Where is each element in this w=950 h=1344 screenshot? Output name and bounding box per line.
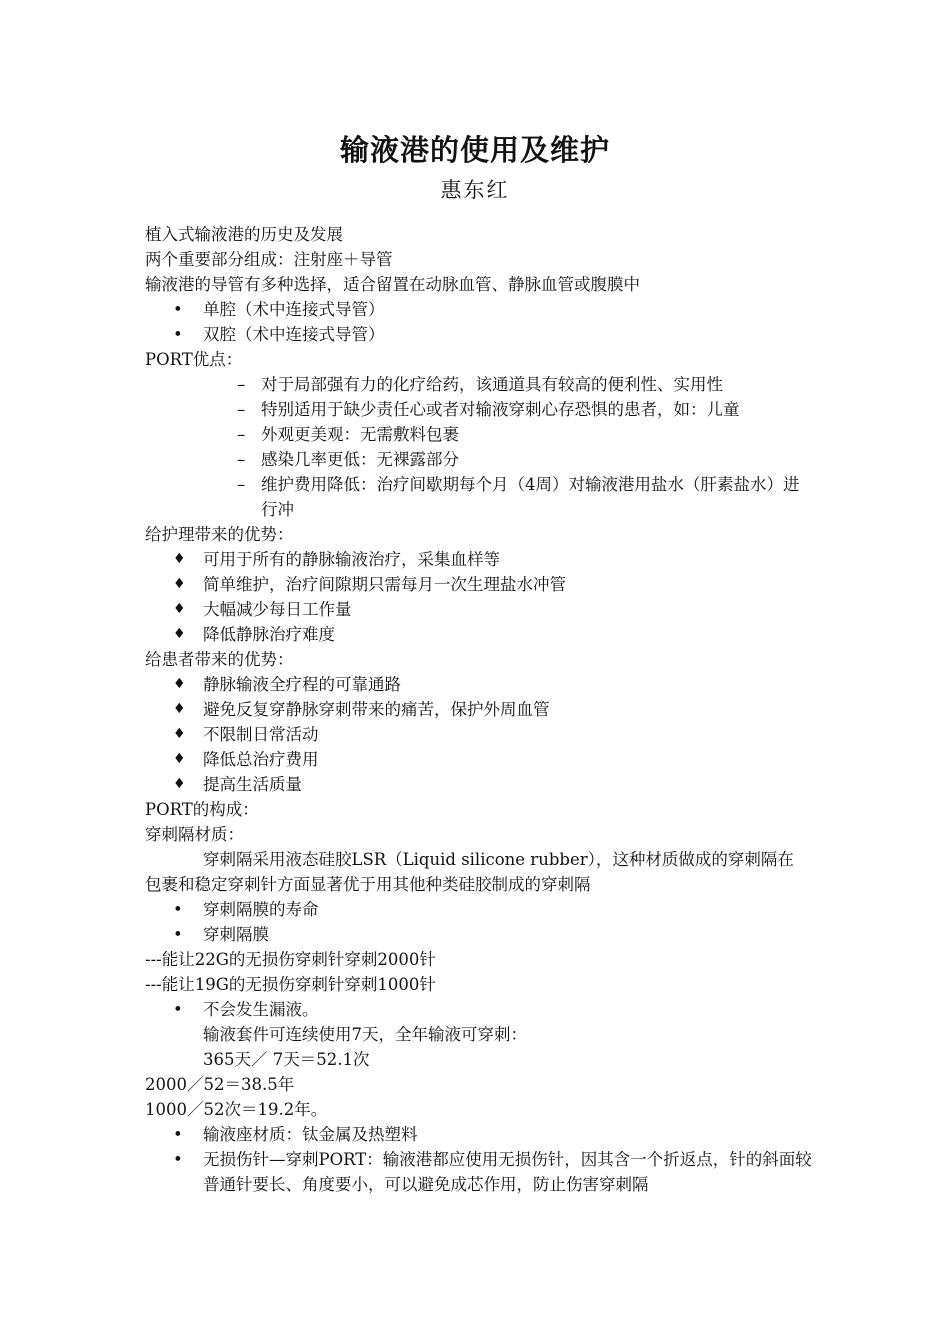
diamond-marker: ♦ [173,726,186,742]
text-line: 365天／ 7天＝52.1次 [203,1050,370,1069]
bullet-text: 穿刺隔膜的寿命 [203,900,319,919]
section-heading: 穿刺隔材质： [145,825,244,844]
diamond-item [173,547,815,572]
diamond-item [173,572,815,597]
diamond-text: 降低总治疗费用 [203,750,319,769]
diamond-text: 可用于所有的静脉输液治疗，采集血样等 [203,550,500,569]
dash-marker: – [237,375,246,394]
dash-item [237,472,815,522]
bullet-item [173,922,815,947]
section-heading: 给患者带来的优势： [145,650,294,669]
dash-item [237,397,815,422]
section-heading: 给护理带来的优势： [145,525,294,544]
bullet-marker: • [173,300,183,319]
text-line: 输液套件可连续使用7天，全年输液可穿刺： [203,1025,527,1044]
diamond-item [173,672,815,697]
diamond-text: 降低静脉治疗难度 [203,625,335,644]
diamond-text: 避免反复穿静脉穿刺带来的痛苦，保护外周血管 [203,700,550,719]
text-line: 包裹和稳定穿刺针方面显著优于用其他种类硅胶制成的穿刺隔 [145,875,591,894]
dash-item [237,447,815,472]
bullet-item [173,897,815,922]
text-line: 植入式输液港的历史及发展 [145,225,343,244]
dash-text: 感染几率更低：无裸露部分 [261,450,459,469]
diamond-marker: ♦ [173,576,186,592]
document-body [145,222,815,1197]
diamond-marker: ♦ [173,601,186,617]
text-line: 输液港的导管有多种选择，适合留置在动脉血管、静脉血管或腹膜中 [145,275,640,294]
diamond-marker: ♦ [173,676,186,692]
bullet-text: 双腔（术中连接式导管） [203,325,385,344]
diamond-text: 简单维护，治疗间隙期只需每月一次生理盐水冲管 [203,575,566,594]
bullet-marker: • [173,325,183,344]
diamond-text: 静脉输液全疗程的可靠通路 [203,675,401,694]
diamond-text: 大幅减少每日工作量 [203,600,352,619]
diamond-item [173,622,815,647]
dash-text: 特别适用于缺少责任心或者对输液穿刺心存恐惧的患者，如：儿童 [261,400,740,419]
diamond-text: 不限制日常活动 [203,725,319,744]
document-author: 惠东红 [440,178,510,202]
diamond-text: 提高生活质量 [203,775,302,794]
section-heading: PORT优点： [145,350,243,369]
text-line: 两个重要部分组成：注射座＋导管 [145,250,393,269]
text-paragraph: 穿刺隔采用液态硅胶LSR（Liquid silicone rubber），这种材质做成的穿刺隔在 [203,850,794,869]
bullet-text: 单腔（术中连接式导管） [203,300,385,319]
dash-item [237,372,815,397]
bullet-item [173,297,815,322]
dash-marker: – [237,475,246,494]
section-heading: PORT的构成： [145,800,259,819]
dash-text: 对于局部强有力的化疗给药，该通道具有较高的便利性、实用性 [261,375,723,394]
dash-marker: – [237,400,246,419]
document-title: 输液港的使用及维护 [339,133,610,167]
dash-text: 外观更美观：无需敷料包裹 [261,425,459,444]
bullet-marker: • [173,900,183,919]
diamond-marker: ♦ [173,551,186,567]
bullet-item [173,322,815,347]
diamond-marker: ♦ [173,751,186,767]
bullet-item [173,1147,815,1197]
bullet-marker: • [173,1000,183,1019]
diamond-item [173,597,815,622]
bullet-marker: • [173,1125,183,1144]
bullet-marker: • [173,925,183,944]
bullet-text: 无损伤针—穿刺PORT：输液港都应使用无损伤针，因其含一个折返点，针的斜面较普通针要长、角度要小，可以避免成芯作用，防止伤害穿刺隔 [203,1150,812,1194]
diamond-marker: ♦ [173,776,186,792]
diamond-item [173,697,815,722]
bullet-marker: • [173,1150,183,1169]
text-line: ---能让19G的无损伤穿刺针穿刺1000针 [145,975,436,994]
text-line: 1000／52次＝19.2年。 [145,1100,328,1119]
dash-marker: – [237,450,246,469]
bullet-text: 不会发生漏液。 [203,1000,319,1019]
diamond-item [173,722,815,747]
diamond-marker: ♦ [173,701,186,717]
diamond-item [173,747,815,772]
bullet-item [173,1122,815,1147]
dash-item [237,422,815,447]
text-line: ---能让22G的无损伤穿刺针穿刺2000针 [145,950,436,969]
diamond-item [173,772,815,797]
diamond-marker: ♦ [173,626,186,642]
text-line: 2000／52＝38.5年 [145,1075,295,1094]
bullet-text: 输液座材质：钛金属及热塑料 [203,1125,418,1144]
dash-text: 维护费用降低：治疗间歇期每个月（4周）对输液港用盐水（肝素盐水）进行冲 [261,475,800,519]
bullet-text: 穿刺隔膜 [203,925,269,944]
bullet-item [173,997,815,1022]
dash-marker: – [237,425,246,444]
